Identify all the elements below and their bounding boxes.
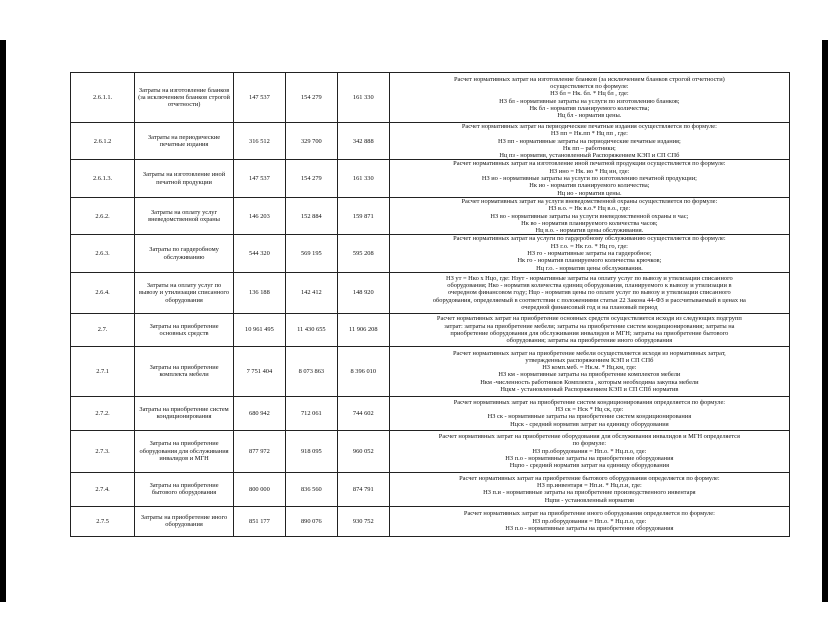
item-number: 2.6.2. — [71, 197, 135, 234]
description-line: Расчет нормативных затрат на изготовление бланков (за исключением бланков строгой отчетности) — [453, 75, 725, 83]
value-year-2: 154 279 — [285, 160, 337, 197]
value-year-3: 595 208 — [337, 235, 389, 272]
description-line: Расчет нормативных затрат на изготовление иной печатной продукции осуществляется по формуле: — [453, 160, 726, 168]
value-year-3: 874 791 — [337, 472, 389, 506]
description-line: НЗ пп - нормативные затраты на периодические печатные издания; — [497, 137, 681, 145]
value-year-2: 712 061 — [285, 396, 337, 430]
description-line: Расчет нормативных затрат на приобретение иного оборудования определяется по формуле: — [463, 510, 715, 518]
value-year-3: 148 920 — [337, 272, 389, 313]
value-year-1: 851 177 — [233, 506, 285, 536]
item-number: 2.7.3. — [71, 430, 135, 472]
description-line: Нц г.о. - норматив цены обслуживания. — [536, 264, 643, 272]
description-line: Расчет нормативных затрат на приобретение основных средств осуществляется исходя из следующих подгрупп — [436, 315, 742, 323]
value-year-1: 316 512 — [233, 123, 285, 160]
description-line: НЗ бл - нормативные затраты на услуги по изготовлению бланков; — [499, 97, 680, 105]
calculation-description — [389, 396, 789, 430]
description-line: Расчет нормативных затрат на приобретение оборудования для обслуживания инвалидов и МГН определяется — [438, 433, 740, 441]
calculation-description — [389, 123, 789, 160]
table-row — [71, 272, 790, 313]
value-year-2: 11 430 655 — [285, 313, 337, 346]
value-year-1: 877 972 — [233, 430, 285, 472]
value-year-3: 744 602 — [337, 396, 389, 430]
description-line: НЗ км - нормативные затраты на приобретение комплектов мебели — [498, 371, 681, 379]
item-name: Затраты на приобретение бытового оборудования — [135, 472, 234, 506]
value-year-1: 10 961 495 — [233, 313, 285, 346]
value-year-2: 142 412 — [285, 272, 337, 313]
description-line: Расчет нормативных затрат на приобретение систем кондиционирования определяется по формуле: — [453, 398, 726, 406]
value-year-3: 11 906 208 — [337, 313, 389, 346]
value-year-3: 8 396 010 — [337, 346, 389, 396]
item-number: 2.6.1.1. — [71, 73, 135, 123]
description-line: оборудования; затраты на приобретение иного оборудования — [506, 337, 673, 345]
item-number: 2.6.1.3. — [71, 160, 135, 197]
calculation-description — [389, 472, 789, 506]
description-line: оборудования, определяемый в соответствии с положениями статьи 22 Закона 44-ФЗ и рассчитываемый в ценах на — [432, 296, 746, 304]
item-number: 2.6.4. — [71, 272, 135, 313]
description-line: по формуле: — [572, 440, 607, 448]
description-line: Нк во - норматив планируемого количества часов; — [521, 219, 658, 227]
table-row — [71, 235, 790, 272]
value-year-2: 8 073 863 — [285, 346, 337, 396]
item-name: Затраты на изготовление бланков (за исключением бланков строгой отчетности) — [135, 73, 234, 123]
description-line: Расчет нормативных затрат на услуги вневедомственной охраны осуществляется по формуле: — [461, 197, 718, 205]
item-name: Затраты на приобретение оборудования для обслуживания инвалидов и МГН — [135, 430, 234, 472]
calculation-description — [389, 235, 789, 272]
table-row — [71, 313, 790, 346]
item-number: 2.7.4. — [71, 472, 135, 506]
description-line: НЗ п.о - нормативные затраты на приобретение оборудования — [505, 525, 674, 533]
cost-norms-table — [70, 72, 790, 537]
description-line: НЗ комп.меб. = Нк.м. * Нц.км, где: — [542, 364, 637, 372]
description-line: Нк пп – работники; — [562, 144, 616, 152]
description-line: очередном финансовом году; Нцо - норматив цены по оплате услуг по вывозу и утилизации списанного — [448, 289, 731, 297]
description-line: Нцпи - установленный норматив — [544, 496, 635, 504]
description-line: НЗ п.о - нормативные затраты на приобретение оборудования — [505, 455, 674, 463]
description-line: НЗ пп = Нк.пп * Нц пп , где: — [550, 130, 628, 138]
item-name: Затраты на оплату услуг по вывозу и утилизации списанного оборудования — [135, 272, 234, 313]
table-row — [71, 123, 790, 160]
description-line: НЗ го - нормативные затраты на гардеробное; — [527, 250, 652, 258]
value-year-2: 569 195 — [285, 235, 337, 272]
description-line: затрат: затраты на приобретение мебели; затраты на приобретение систем кондиционирования; затраты на — [444, 322, 735, 330]
description-line: осуществляется по формуле: — [550, 82, 629, 90]
description-line: НЗ пр.оборудования = Нп.о. * Нц.п.о, где: — [532, 517, 647, 525]
description-line: Нк ио - норматив планируемого количества; — [529, 182, 650, 190]
description-line: Нк го - норматив планируемого количества крючков; — [517, 257, 662, 265]
description-line: НЗ ут = Нко х Нцо, где: Нзут - нормативные затраты на оплату услуг по вывозу и утилизации списанного — [445, 274, 733, 282]
value-year-2: 329 700 — [285, 123, 337, 160]
table-body — [71, 73, 790, 537]
description-line: очередной финансовый год и на плановый период — [521, 303, 658, 311]
calculation-description — [389, 73, 789, 123]
description-line: НЗ п.и - нормативные затраты на приобретение производственного инвентаря — [483, 489, 696, 497]
value-year-1: 7 751 404 — [233, 346, 285, 396]
value-year-3: 161 330 — [337, 160, 389, 197]
table-row — [71, 346, 790, 396]
description-line: НЗ ск - нормативные затраты на приобретение систем кондиционирования — [487, 413, 692, 421]
table-row — [71, 430, 790, 472]
item-name: Затраты на приобретение комплекта мебели — [135, 346, 234, 396]
item-number: 2.7.5 — [71, 506, 135, 536]
value-year-3: 960 052 — [337, 430, 389, 472]
description-line: Нк бл - норматив планируемого количества; — [529, 104, 650, 112]
description-line: Расчет нормативных затрат на приобретение бытового оборудования определяется по формуле: — [459, 474, 720, 482]
item-number: 2.6.1.2 — [71, 123, 135, 160]
table-row — [71, 396, 790, 430]
value-year-1: 147 537 — [233, 73, 285, 123]
description-line: Расчет нормативных затрат на периодические печатные издания осуществляется по формуле: — [461, 123, 717, 130]
description-line: оборудования; Нко - норматив количества единиц оборудования, планируемого к вывозу и утилизации в — [447, 281, 732, 289]
description-line: Нцпо - средний норматив затрат на единицу оборудования — [509, 462, 670, 470]
description-line: Нц пз - норматив, установленный Распоряжением КЭП и СП СПб — [499, 152, 680, 160]
description-line: утвержденных распоряжением КЭП и СП СПб — [525, 356, 654, 364]
description-line: Нц в.о. - норматив цены обслуживания. — [535, 227, 644, 235]
description-line: Нц ио - норматив цены. — [557, 189, 622, 197]
value-year-1: 147 537 — [233, 160, 285, 197]
scan-edge-right — [822, 40, 828, 602]
item-number: 2.7. — [71, 313, 135, 346]
value-year-1: 680 942 — [233, 396, 285, 430]
description-line: Нц бл - норматив цены. — [557, 112, 622, 120]
item-name: Затраты на оплату услуг вневедомственной охраны — [135, 197, 234, 234]
value-year-2: 918 095 — [285, 430, 337, 472]
description-line: НЗ ио - нормативные затраты на услуги по изготовлению печатной продукции; — [481, 175, 697, 183]
calculation-description — [389, 506, 789, 536]
description-line: НЗ ск = Нск * Нц ск, где: — [555, 406, 624, 414]
scan-edge-left — [0, 40, 6, 602]
item-name: Затраты на приобретение систем кондиционирования — [135, 396, 234, 430]
description-line: НЗ г.о. = Нк г.о. * Нц го, где: — [550, 242, 628, 250]
calculation-description — [389, 160, 789, 197]
item-name: Затраты на изготовление иной печатной продукции — [135, 160, 234, 197]
description-line: НЗ ино = Нк. ио * Нц ин, где: — [549, 167, 630, 175]
item-name: Затраты на приобретение основных средств — [135, 313, 234, 346]
table-row — [71, 472, 790, 506]
value-year-1: 146 203 — [233, 197, 285, 234]
description-line: Нкм -численность работников Комплекта , которым необходима закупка мебели — [480, 378, 699, 386]
value-year-3: 342 888 — [337, 123, 389, 160]
description-line: Нцкм - установленный Распоряжением КЭП и СП СПб норматив — [500, 386, 679, 394]
description-line: НЗ в.о. = Нк в.о.* Нц в.о., где: — [548, 205, 631, 213]
calculation-description — [389, 346, 789, 396]
description-line: Расчет нормативных затрат на услуги по гардеробному обслуживанию осуществляется по формуле: — [453, 235, 726, 243]
calculation-description — [389, 430, 789, 472]
table-row — [71, 197, 790, 234]
table-row — [71, 73, 790, 123]
item-number: 2.7.2. — [71, 396, 135, 430]
value-year-1: 800 000 — [233, 472, 285, 506]
value-year-2: 890 076 — [285, 506, 337, 536]
description-line: приобретение оборудования для обслуживания инвалидов и МГН; затраты на приобретение бытового — [450, 329, 729, 337]
value-year-2: 836 560 — [285, 472, 337, 506]
value-year-2: 152 884 — [285, 197, 337, 234]
description-line: Расчет нормативных затрат на приобретение мебели осуществляется исходя из нормативных затрат, — [452, 349, 726, 357]
description-line: НЗ во - нормативные затраты на услуги вневедомственной охраны в час; — [490, 212, 689, 220]
calculation-description — [389, 272, 789, 313]
description-line: НЗ бл = Нк. бл. * Нц бл , где: — [550, 90, 629, 98]
value-year-1: 136 188 — [233, 272, 285, 313]
value-year-3: 930 752 — [337, 506, 389, 536]
description-line: Нцск - средний норматив затрат на единицу оборудования — [510, 420, 669, 428]
item-number: 2.7.1 — [71, 346, 135, 396]
item-number: 2.6.3. — [71, 235, 135, 272]
value-year-2: 154 279 — [285, 73, 337, 123]
table-row — [71, 506, 790, 536]
description-line: НЗ пр.инвентаря = Нп.и. * Нц.п.и, где: — [536, 482, 642, 490]
value-year-3: 159 871 — [337, 197, 389, 234]
value-year-1: 544 320 — [233, 235, 285, 272]
item-name: Затраты на приобретение иного оборудования — [135, 506, 234, 536]
item-name: Затраты на периодические печатные издания — [135, 123, 234, 160]
value-year-3: 161 330 — [337, 73, 389, 123]
description-line: НЗ пр.оборудования = Нп.о. * Нц.п.о, где: — [532, 447, 647, 455]
table-row — [71, 160, 790, 197]
item-name: Затраты по гардеробному обслуживанию — [135, 235, 234, 272]
calculation-description — [389, 197, 789, 234]
calculation-description — [389, 313, 789, 346]
